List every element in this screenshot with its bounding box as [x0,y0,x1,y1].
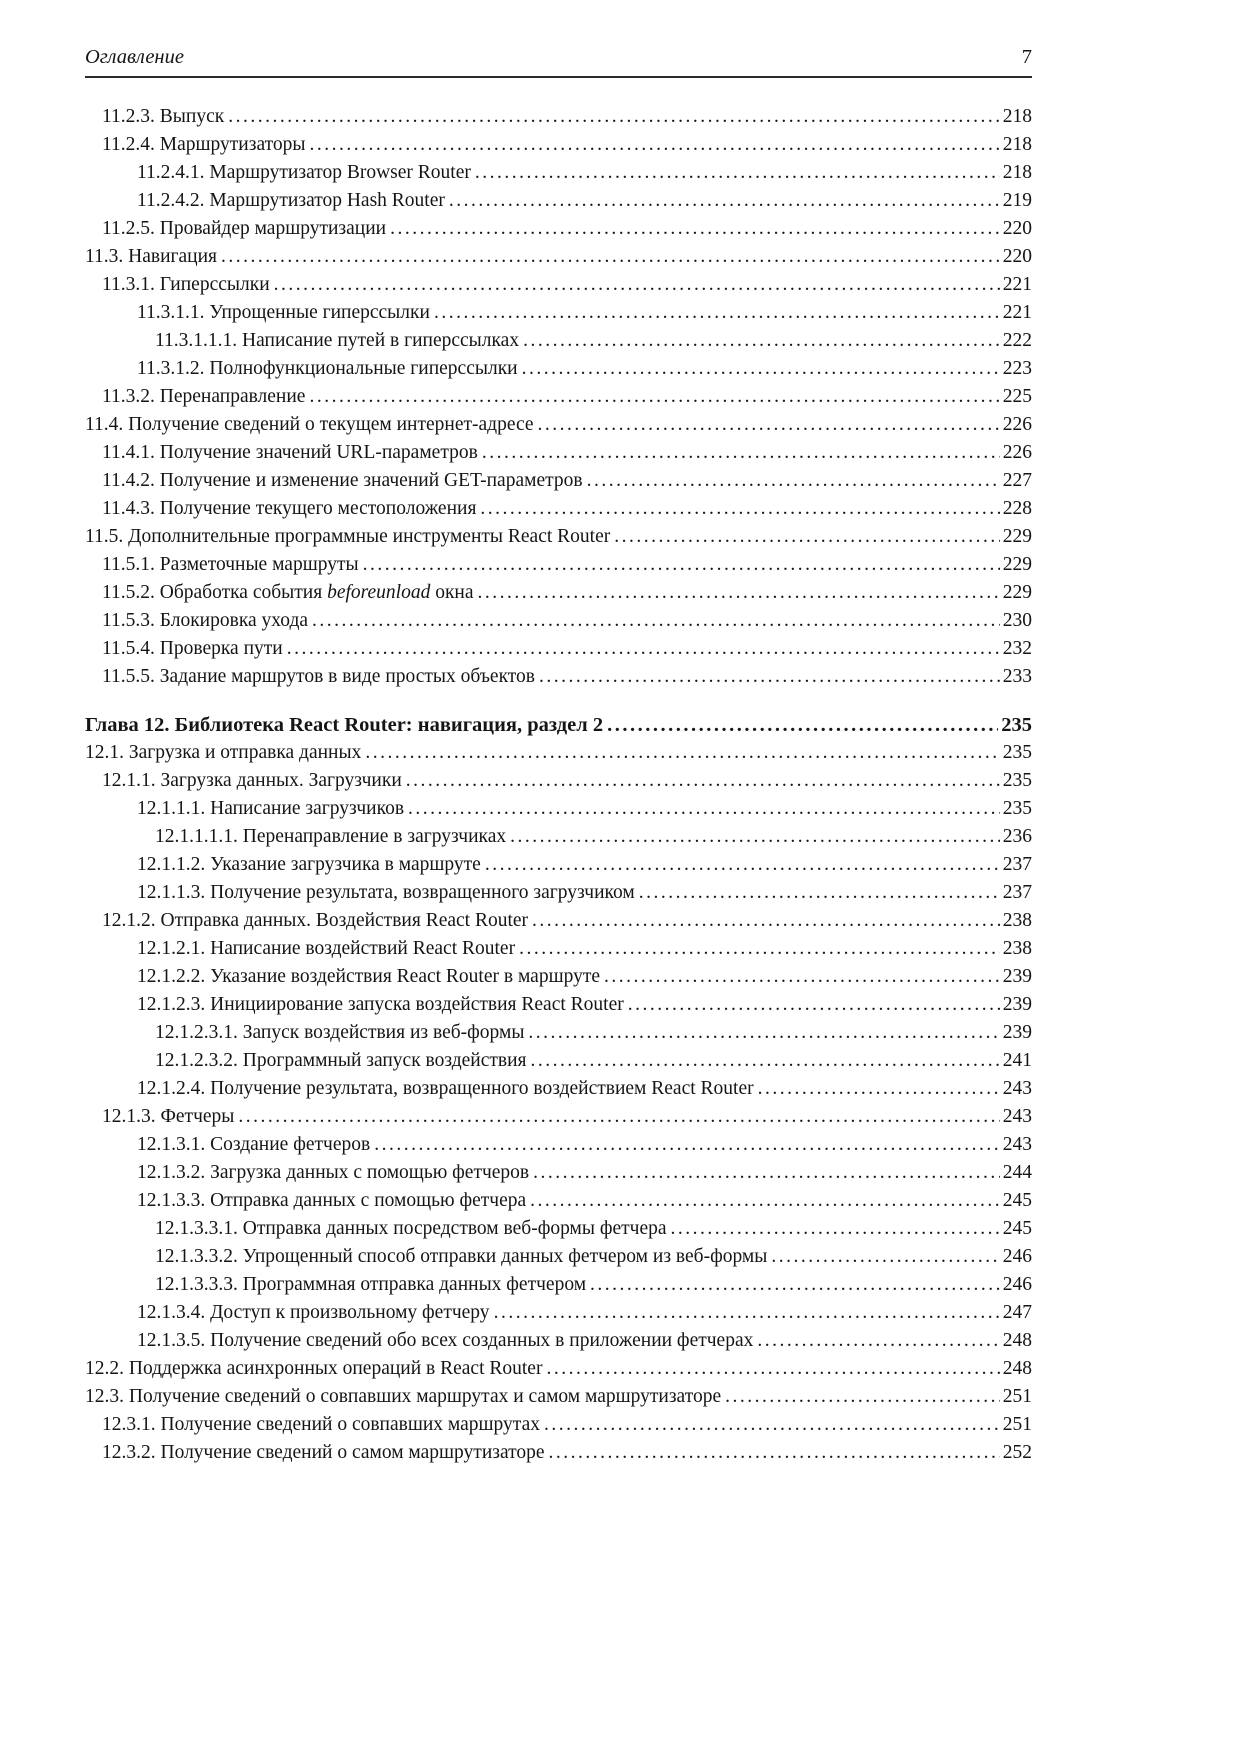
dot-leader [538,411,1000,439]
toc-entry [85,523,1032,551]
toc-entry-page-number: 219 [1002,190,1032,211]
dot-leader [757,1327,999,1355]
toc-entry [85,823,1032,851]
toc-entry-page-number: 243 [1002,1134,1032,1155]
toc-entry [85,103,1032,131]
dot-leader [287,635,1000,663]
toc-entry-page-number: 221 [1002,274,1032,295]
toc-entry-page-number: 218 [1002,162,1032,183]
toc-entry-page-number: 239 [1002,966,1032,987]
dot-leader [614,523,1000,551]
toc-entry-page-number: 221 [1002,302,1032,323]
toc-entry [85,607,1032,635]
page-header [85,46,1032,78]
toc-entry-title: 12.1.2.1. Написание воздействий React Router [137,938,516,959]
toc-entry-title: 11.2.4.1. Маршрутизатор Browser Router [137,162,471,183]
toc-entry-page-number: 229 [1002,554,1032,575]
toc-entry [85,243,1032,271]
toc-entry-page-number: 226 [1002,442,1032,463]
dot-leader [758,1075,1000,1103]
toc-entry-page-number: 226 [1002,414,1032,435]
dot-leader [482,439,1000,467]
toc-entry-title: 12.1.1.3. Получение результата, возвращенного загрузчиком [137,882,635,903]
toc-entry-title: 12.1. Загрузка и отправка данных [85,742,362,763]
dot-leader [522,355,1000,383]
toc-entry-title: 12.1.3.1. Создание фетчеров [137,1134,371,1155]
toc-entry [85,495,1032,523]
toc-entry-page-number: 233 [1002,666,1032,687]
toc-entry-title: 12.3.2. Получение сведений о самом маршрутизаторе [102,1442,545,1463]
toc-entry-title: 11.3.1.2. Полнофункциональные гиперссылки [137,358,518,379]
toc-entry [85,739,1032,767]
toc-entry-title: 11.5.5. Задание маршрутов в виде простых объектов [102,666,536,687]
toc-entry-title: 11.5.4. Проверка пути [102,638,283,659]
dot-leader [544,1411,1000,1439]
toc-entry-title: Глава 12. Библиотека React Router: навигация, раздел 2 [85,714,604,736]
toc-entry [85,439,1032,467]
toc-entry-page-number: 248 [1002,1358,1032,1379]
toc-entry-title: 12.1.3.3.3. Программная отправка данных фетчером [155,1274,587,1295]
toc-entry-page-number: 244 [1002,1162,1032,1183]
toc-entry-page-number: 243 [1002,1078,1032,1099]
toc-entry [85,1299,1032,1327]
page-header-page-number: 7 [1021,46,1032,68]
dot-leader [771,1243,999,1271]
dot-leader [485,851,1000,879]
dot-leader [309,383,999,411]
toc-entry [85,907,1032,935]
dot-leader [549,1439,1000,1467]
toc-entry-title: 12.1.2.3.1. Запуск воздействия из веб-формы [155,1022,525,1043]
dot-leader [434,299,1000,327]
toc-entry-title: 11.3.1. Гиперссылки [102,274,270,295]
toc-entry [85,327,1032,355]
toc-entry-title: 12.1.3.3.2. Упрощенный способ отправки данных фетчером из веб-формы [155,1246,768,1267]
dot-leader [494,1299,1000,1327]
toc-entry-title: 12.1.2.3. Инициирование запуска воздействия React Router [137,994,624,1015]
toc-entry-title: 12.3.1. Получение сведений о совпавших маршрутах [102,1414,540,1435]
toc-entry [85,215,1032,243]
dot-leader [274,271,1000,299]
toc-entry-title: 12.1.3. Фетчеры [102,1106,235,1127]
dot-leader [363,551,1000,579]
toc-entry-title: 12.1.2.3.2. Программный запуск воздействия [155,1050,527,1071]
toc-entry-page-number: 245 [1002,1218,1032,1239]
dot-leader [478,579,1000,607]
toc-entry-title: 12.1.2. Отправка данных. Воздействия React Router [102,910,529,931]
toc-entry [85,1383,1032,1411]
toc-entry-page-number: 229 [1002,526,1032,547]
toc-entry [85,1103,1032,1131]
dot-leader [390,215,1000,243]
toc-entry [85,767,1032,795]
toc-entry [85,355,1032,383]
toc-entry-page-number: 238 [1002,910,1032,931]
dot-leader [523,327,1000,355]
toc-entry-title: 12.1.3.3. Отправка данных с помощью фетчера [137,1190,527,1211]
dot-leader [374,1131,1000,1159]
toc-entry-page-number: 225 [1002,386,1032,407]
dot-leader [475,159,1000,187]
toc-entry-page-number: 247 [1002,1302,1032,1323]
toc-entry-title: 11.4.3. Получение текущего местоположения [102,498,477,519]
toc-entry-title: 11.2.5. Провайдер маршрутизации [102,218,387,239]
toc-entry-title-italic-term: beforeunload [327,582,431,603]
toc-entry [85,795,1032,823]
toc-entry-title: 11.3.2. Перенаправление [102,386,306,407]
toc-entry [85,1075,1032,1103]
dot-leader [671,1215,1000,1243]
toc-entry-page-number: 230 [1002,610,1032,631]
toc-entry-title: 11.3. Навигация [85,246,218,267]
toc-entry [85,383,1032,411]
toc-entry [85,1019,1032,1047]
toc-entry-page-number: 223 [1002,358,1032,379]
dot-leader [449,187,1000,215]
toc-entry [85,851,1032,879]
dot-leader [365,739,999,767]
dot-leader [607,711,998,739]
dot-leader [238,1103,999,1131]
toc-entry-title: 11.5.2. Обработка события beforeunload окна [102,582,474,603]
toc-entry-title: 11.4.2. Получение и изменение значений GET-параметров [102,470,583,491]
toc-entry-title: 11.4.1. Получение значений URL-параметров [102,442,478,463]
dot-leader [528,1019,999,1047]
toc-entry-page-number: 232 [1002,638,1032,659]
dot-leader [312,607,1000,635]
toc-entry-title: 12.1.2.2. Указание воздействия React Router в маршруте [137,966,601,987]
dot-leader [408,795,1000,823]
toc-entry-title: 11.5.3. Блокировка ухода [102,610,309,631]
dot-leader [480,495,999,523]
toc-entry [85,1439,1032,1467]
toc-entry-title: 11.2.3. Выпуск [102,106,225,127]
toc-entry-page-number: 251 [1002,1414,1032,1435]
toc-entry-title: 12.1.1. Загрузка данных. Загрузчики [102,770,402,791]
dot-leader [587,467,1000,495]
toc-entry [85,1271,1032,1299]
dot-leader [531,1047,1000,1075]
toc-entry-page-number: 218 [1002,106,1032,127]
toc-entry [85,1215,1032,1243]
toc-entry-title: 12.1.1.1. Написание загрузчиков [137,798,405,819]
dot-leader [530,1187,1000,1215]
dot-leader [228,103,1000,131]
toc-entry [85,1327,1032,1355]
toc-entry-page-number: 227 [1002,470,1032,491]
toc-entry-title: 12.1.3.5. Получение сведений обо всех созданных в приложении фетчерах [137,1330,754,1351]
toc-entry [85,467,1032,495]
toc-entry-title: 12.2. Поддержка асинхронных операций в React Router [85,1358,543,1379]
page-header-title: Оглавление [85,46,184,68]
toc-entry [85,1411,1032,1439]
toc-entry-page-number: 246 [1002,1246,1032,1267]
toc-entry [85,187,1032,215]
toc-entry [85,1131,1032,1159]
toc-entry-title: 11.2.4.2. Маршрутизатор Hash Router [137,190,445,211]
dot-leader [519,935,1000,963]
toc-entry [85,159,1032,187]
toc-entry-page-number: 229 [1002,582,1032,603]
toc-entry [85,551,1032,579]
toc-entry-page-number: 245 [1002,1190,1032,1211]
toc-entry-page-number: 235 [1002,742,1032,763]
dot-leader [510,823,1000,851]
toc-entry-page-number: 235 [1002,798,1032,819]
toc-entry [85,1047,1032,1075]
toc-entry-page-number: 248 [1002,1330,1032,1351]
toc-entry [85,1159,1032,1187]
toc-entry [85,131,1032,159]
toc-entry-title: 11.3.1.1. Упрощенные гиперссылки [137,302,430,323]
toc-entry [85,299,1032,327]
toc-entry-title: 12.1.1.2. Указание загрузчика в маршруте [137,854,481,875]
toc-entry [85,935,1032,963]
dot-leader [221,243,1000,271]
dot-leader [639,879,1000,907]
toc-entry-title: 11.5. Дополнительные программные инструменты React Router [85,526,611,547]
toc-entry-title: 12.1.2.4. Получение результата, возвращенного воздействием React Router [137,1078,754,1099]
dot-leader [539,663,1000,691]
toc-entry [85,1243,1032,1271]
toc-entry-title: 11.5.1. Разметочные маршруты [102,554,359,575]
toc-entry-page-number: 235 [1002,770,1032,791]
toc-entry-title: 12.1.1.1.1. Перенаправление в загрузчиках [155,826,507,847]
dot-leader [533,1159,1000,1187]
toc-entry [85,1187,1032,1215]
dot-leader [406,767,1000,795]
toc-entry [85,411,1032,439]
toc-entry-page-number: 246 [1002,1274,1032,1295]
dot-leader [628,991,1000,1019]
dot-leader [532,907,1000,935]
toc-entry-page-number: 237 [1002,854,1032,875]
toc-entry [85,963,1032,991]
dot-leader [309,131,999,159]
toc-entry-page-number: 241 [1002,1050,1032,1071]
toc-entry-page-number: 220 [1002,218,1032,239]
toc-entry-page-number: 252 [1002,1442,1032,1463]
toc-entry [85,663,1032,691]
toc-entry-title: 12.1.3.3.1. Отправка данных посредством веб-формы фетчера [155,1218,667,1239]
dot-leader [604,963,1000,991]
toc-entry [85,1355,1032,1383]
toc-chapter-entry [85,711,1032,739]
toc-entry-page-number: 236 [1002,826,1032,847]
toc-entry-title: 11.4. Получение сведений о текущем интернет-адресе [85,414,534,435]
toc-entry [85,271,1032,299]
toc-list [85,103,1032,1467]
toc-entry-title: 12.1.3.4. Доступ к произвольному фетчеру [137,1302,490,1323]
toc-entry-page-number: 237 [1002,882,1032,903]
toc-entry-page-number: 238 [1002,938,1032,959]
toc-entry-title: 11.3.1.1.1. Написание путей в гиперссылках [155,330,520,351]
toc-entry [85,879,1032,907]
toc-entry-title: 12.3. Получение сведений о совпавших маршрутах и самом маршрутизаторе [85,1386,722,1407]
toc-entry [85,635,1032,663]
toc-entry-page-number: 228 [1002,498,1032,519]
toc-entry [85,579,1032,607]
toc-entry-title: 11.2.4. Маршрутизаторы [102,134,306,155]
toc-entry-page-number: 239 [1002,1022,1032,1043]
toc-entry-page-number: 239 [1002,994,1032,1015]
toc-entry-page-number: 222 [1002,330,1032,351]
dot-leader [546,1355,999,1383]
dot-leader [590,1271,1000,1299]
toc-entry-title: 12.1.3.2. Загрузка данных с помощью фетчеров [137,1162,530,1183]
toc-entry-page-number: 220 [1002,246,1032,267]
toc-entry-page-number: 243 [1002,1106,1032,1127]
toc-entry [85,991,1032,1019]
toc-entry-page-number: 218 [1002,134,1032,155]
dot-leader [725,1383,1000,1411]
toc-entry-page-number: 235 [1001,714,1032,736]
toc-entry-page-number: 251 [1002,1386,1032,1407]
